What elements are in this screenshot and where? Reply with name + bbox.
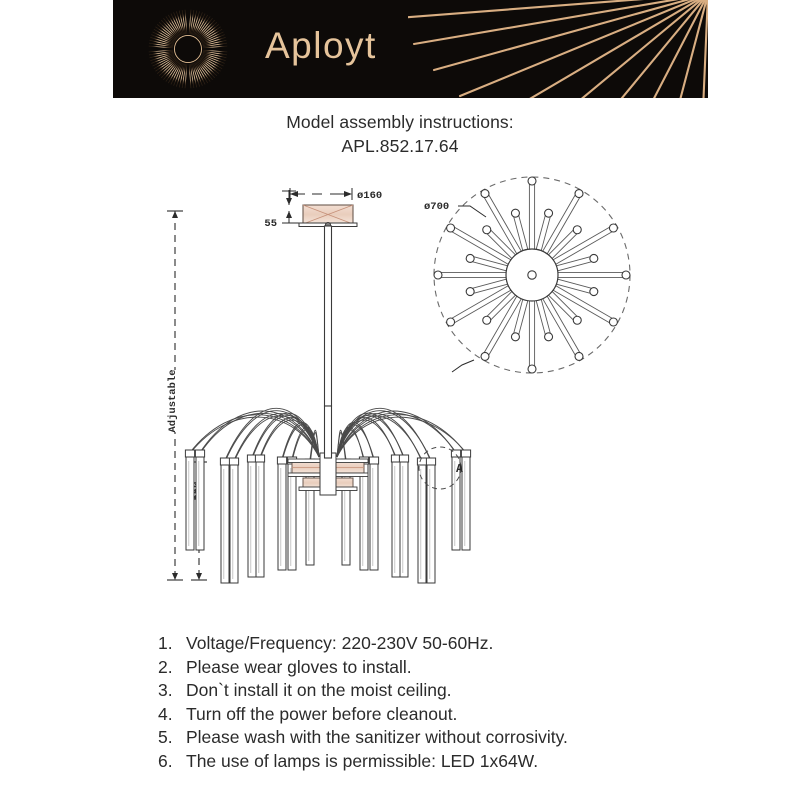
brand-name: Aployt <box>265 25 377 66</box>
list-item <box>158 679 758 703</box>
banner-ray-pattern <box>408 0 708 98</box>
list-item-number: 5. <box>158 727 173 748</box>
list-item <box>158 703 758 727</box>
list-item-text: The use of lamps is permissible: LED 1x64W. <box>186 750 539 771</box>
top-view-diameter-leader <box>458 206 486 217</box>
canopy-diameter-label: ø160 <box>357 190 383 202</box>
canopy-detail <box>264 188 382 230</box>
canopy-height-label: 55 <box>264 218 277 230</box>
instructions-list <box>158 632 758 774</box>
list-item-number: 1. <box>158 633 173 653</box>
detail-callout-label: A <box>456 463 463 476</box>
list-item-number: 6. <box>158 750 173 771</box>
page-title <box>0 110 800 158</box>
top-view-diameter-label: ø700 <box>424 201 450 213</box>
chandelier-elevation <box>185 406 470 583</box>
list-item-text: Please wash with the sanitizer without corrosivity. <box>186 727 568 748</box>
suspension-rod <box>325 226 332 406</box>
list-item-number: 4. <box>158 703 173 724</box>
title-line-2: APL.852.17.64 <box>341 136 459 156</box>
list-item <box>158 726 758 750</box>
sunburst-logo-icon <box>147 8 229 90</box>
list-item-number: 2. <box>158 656 173 677</box>
adjustable-label: Adjustable <box>167 369 179 433</box>
list-item <box>158 750 758 774</box>
title-line-1: Model assembly instructions: <box>286 112 514 132</box>
central-hub <box>288 406 368 495</box>
technical-drawing <box>0 165 800 620</box>
list-item-text: Please wear gloves to install. <box>186 656 412 677</box>
list-item-text: Don`t install it on the moist ceiling. <box>186 680 452 701</box>
top-view-leader <box>452 360 474 372</box>
list-item-text: Turn off the power before cleanout. <box>186 703 458 724</box>
list-item-number: 3. <box>158 680 173 701</box>
list-item <box>158 656 758 680</box>
list-item-text: Voltage/Frequency: 220-230V 50-60Hz. <box>186 633 494 653</box>
list-item <box>158 632 758 656</box>
header-banner <box>113 0 708 98</box>
